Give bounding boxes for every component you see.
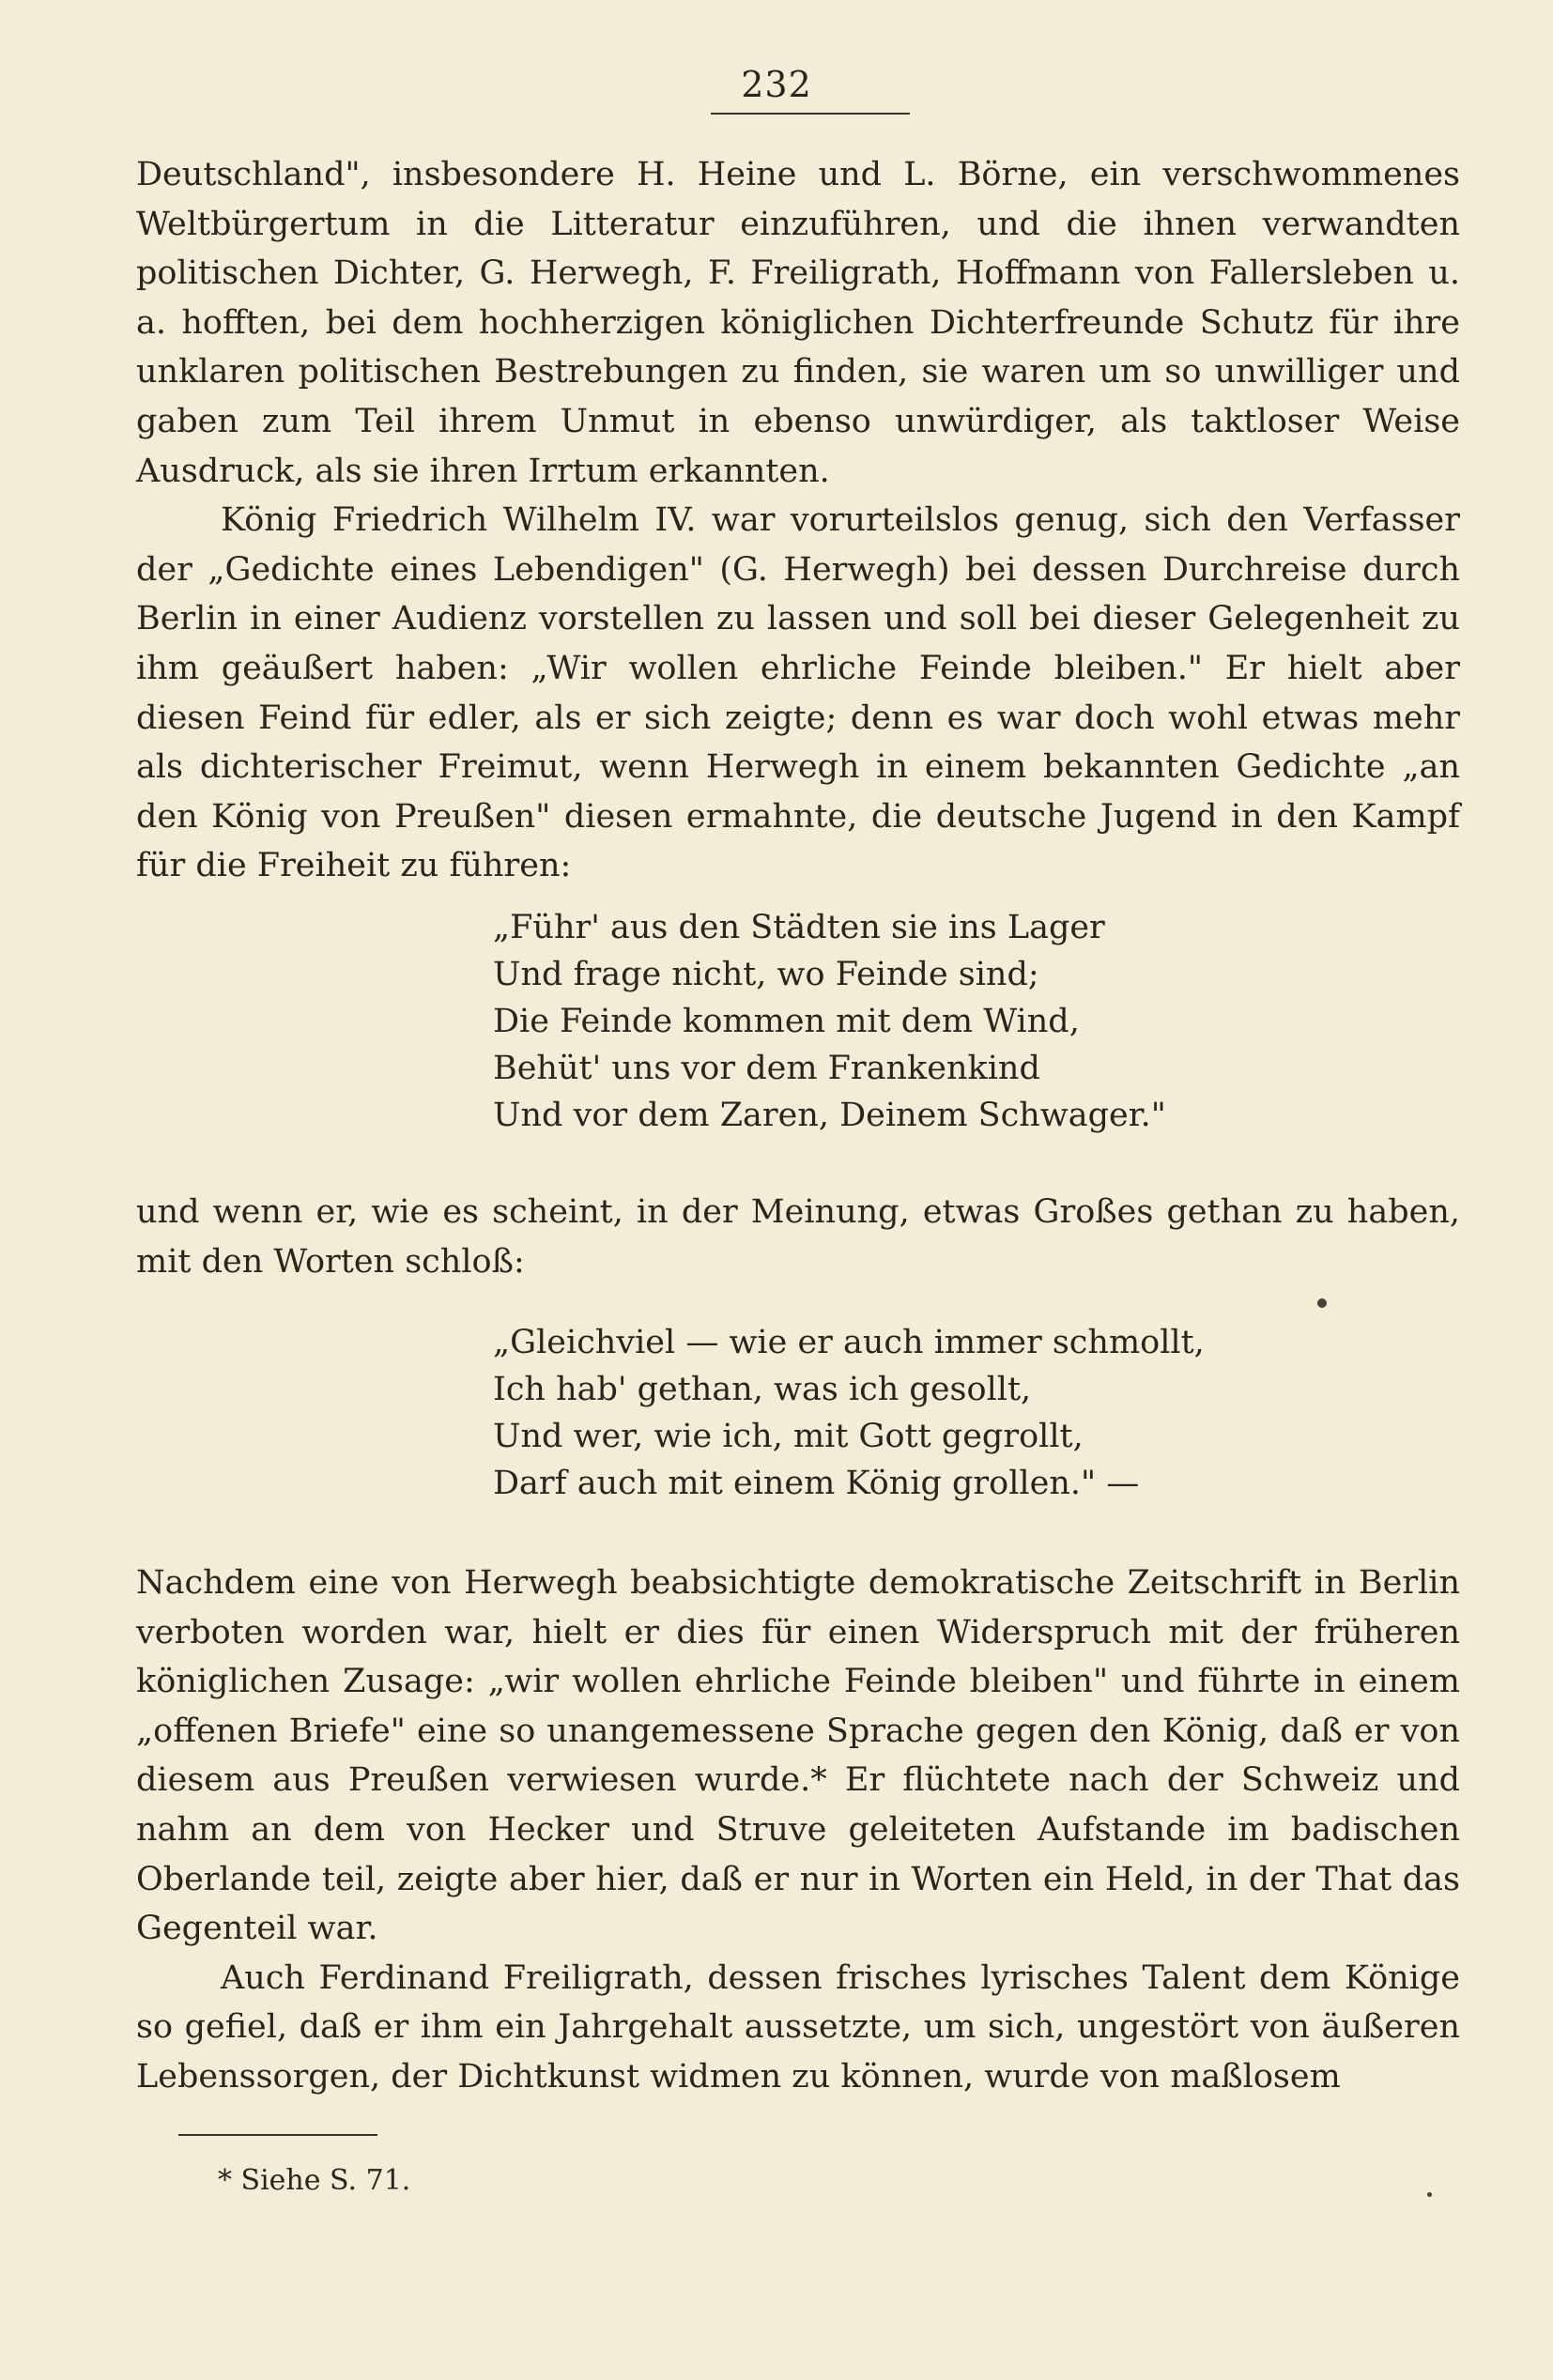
header-rule bbox=[711, 113, 910, 115]
verse-line: Darf auch mit einem König grollen." — bbox=[493, 1465, 1140, 1502]
lower-text bbox=[136, 1559, 1460, 2102]
footnote: * Siehe S. 71. bbox=[218, 2164, 411, 2197]
verse-line: Die Feinde kommen mit dem Wind, bbox=[493, 1003, 1080, 1040]
verse-herwegh-1 bbox=[493, 904, 1338, 1139]
verse-line: Und vor dem Zaren, Deinem Schwager." bbox=[493, 1097, 1166, 1134]
paragraph-4: Nachdem eine von Herwegh beabsichtigte demokratische Zeitschrift in Berlin verboten worden war, hielt er dies für einen Widerspruch mit der früheren königlichen Zusage: „wir wollen ehrliche Feinde bleiben" und führte in einem „offenen Briefe" eine so unangemessene Sprache gegen den König, daß er von diesem aus Preußen verwiesen wurde.* Er flüchtete nach der Schweiz und nahm an dem von Hecker und Struve geleiteten Aufstande im badischen Oberlande teil, zeigte aber hier, daß er nur in Worten ein Held, in der That das Gegenteil war. bbox=[136, 1564, 1460, 1948]
verse-line: Behüt' uns vor dem Frankenkind bbox=[493, 1050, 1040, 1087]
paragraph-1: Deutschland", insbesondere H. Heine und L. Börne, ein verschwommenes Weltbürgertum in die Litteratur einzuführen, und die ihnen verwandten politischen Dichter, G. Herwegh, F. Freiligrath, Hoffmann von Fallersleben u. a. hofften, bei dem hochherzigen königlichen Dichterfreunde Schutz für ihre unklaren politischen Bestrebungen zu finden, sie waren um so unwilliger und gaben zum Teil ihrem Unmut in ebenso unwürdiger, als taktloser Weise Ausdruck, als sie ihren Irrtum erkannten. bbox=[136, 156, 1460, 490]
verse-line: „Führ' aus den Städten sie ins Lager bbox=[493, 909, 1105, 946]
paragraph-3: und wenn er, wie es scheint, in der Meinung, etwas Großes gethan zu haben, mit den Worten schloß: bbox=[136, 1193, 1460, 1281]
upper-text bbox=[136, 150, 1460, 891]
verse-line: Ich hab' gethan, was ich gesollt, bbox=[493, 1371, 1032, 1408]
ink-speck bbox=[1427, 2192, 1432, 2197]
ink-speck bbox=[1317, 1298, 1327, 1308]
verse-line: Und frage nicht, wo Feinde sind; bbox=[493, 956, 1039, 993]
paragraph-2: König Friedrich Wilhelm IV. war vorurteilslos genug, sich den Verfasser der „Gedichte eines Lebendigen" (G. Herwegh) bei dessen Durchreise durch Berlin in einer Audienz vorstellen zu lassen und soll bei dieser Gelegenheit zu ihm geäußert haben: „Wir wollen ehrliche Feinde bleiben." Er hielt aber diesen Feind für edler, als er sich zeigte; denn es war doch wohl etwas mehr als dichterischer Freimut, wenn Herwegh in einem bekannten Gedichte „an den König von Preußen" diesen ermahnte, die deutsche Jugend in den Kampf für die Freiheit zu führen: bbox=[136, 501, 1460, 885]
verse-herwegh-2 bbox=[493, 1319, 1338, 1507]
paragraph-5: Auch Ferdinand Freiligrath, dessen frisches lyrisches Talent dem Könige so gefiel, daß er ihm ein Jahrgehalt aussetzte, um sich, ungestört von äußeren Lebenssorgen, der Dichtkunst widmen zu können, wurde von maßlosem bbox=[136, 1958, 1460, 2096]
verse-line: „Gleichviel — wie er auch immer schmollt, bbox=[493, 1324, 1205, 1361]
footnote-rule bbox=[178, 2134, 377, 2136]
page-number: 232 bbox=[741, 64, 812, 105]
verse-line: Und wer, wie ich, mit Gott gegrollt, bbox=[493, 1418, 1084, 1455]
